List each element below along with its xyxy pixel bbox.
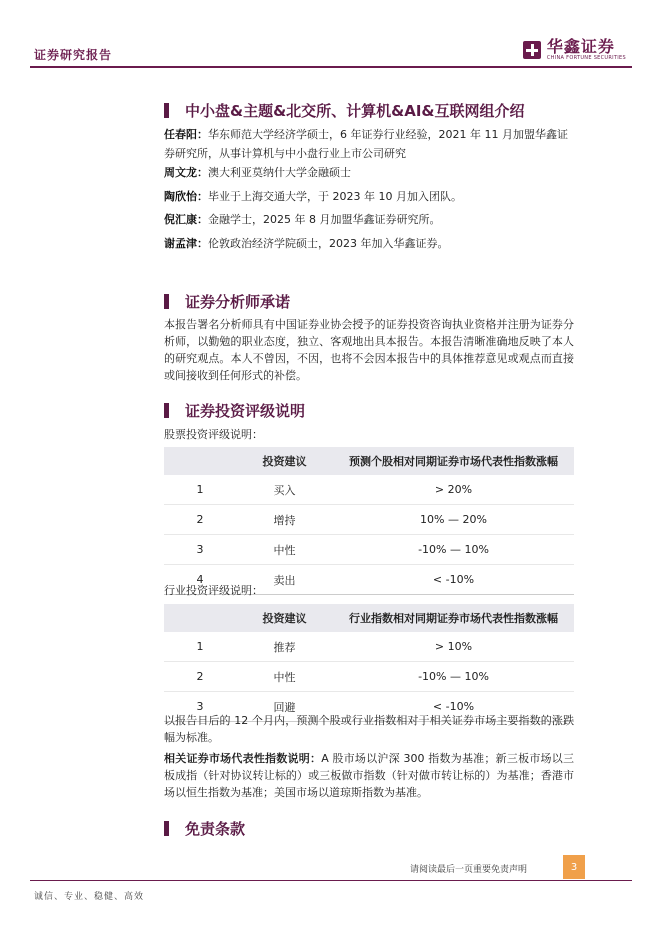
section-marker-icon — [164, 103, 169, 118]
member-name: 任春阳： — [164, 128, 208, 141]
table-cell: -10% — 10% — [333, 662, 574, 692]
footer-divider — [30, 880, 632, 881]
table-cell: 1 — [164, 475, 236, 505]
member-desc: 澳大利亚莫纳什大学金融硕士 — [208, 166, 351, 179]
commitment-section-title: 证券分析师承诺 — [164, 291, 290, 312]
table-cell: 10% — 20% — [333, 505, 574, 535]
index-label: 相关证券市场代表性指数说明： — [164, 752, 322, 765]
stock-rating-table — [164, 447, 574, 595]
member-bio — [164, 125, 574, 163]
stock-rating-label: 股票投资评级说明： — [164, 428, 263, 441]
member-bio — [164, 234, 574, 253]
member-desc: 伦敦政治经济学院硕士，2023 年加入华鑫证券。 — [208, 237, 449, 250]
table-cell: < -10% — [333, 565, 574, 595]
table-cell: -10% — 10% — [333, 535, 574, 565]
member-desc: 华东师范大学经济学硕士，6 年证券行业经验，2021 年 11 月加盟华鑫证券研究所，从事计算机与中小盘行业上市公司研究 — [164, 128, 568, 160]
footer-disclaimer-note: 请阅读最后一页重要免责声明 — [410, 865, 528, 875]
member-name: 倪汇康： — [164, 213, 208, 226]
table-cell: 卖出 — [236, 565, 333, 595]
table-cell: 中性 — [236, 662, 333, 692]
table-header-row — [164, 447, 574, 475]
table-row — [164, 535, 574, 565]
logo-name-cn: 华鑫证券 — [546, 37, 615, 56]
index-description — [164, 750, 574, 801]
member-name: 陶欣怡： — [164, 190, 208, 203]
rating-note: 以报告日后的 12 个月内，预测个股或行业指数相对于相关证券市场主要指数的涨跌幅为标准。 — [164, 714, 574, 744]
section-marker-icon — [164, 403, 169, 418]
table-cell: 中性 — [236, 535, 333, 565]
table-cell: 3 — [164, 535, 236, 565]
disclaimer-section-title: 免责条款 — [164, 818, 245, 839]
table-row — [164, 505, 574, 535]
team-section-title: 中小盘&主题&北交所、计算机&AI&互联网组介绍 — [164, 100, 525, 121]
table-header: 投资建议 — [236, 604, 333, 632]
member-name: 周文龙： — [164, 166, 208, 179]
report-type: 证券研究报告 — [34, 48, 113, 62]
table-header: 行业指数相对同期证券市场代表性指数涨幅 — [333, 604, 574, 632]
table-cell: 买入 — [236, 475, 333, 505]
table-cell: > 20% — [333, 475, 574, 505]
table-cell: 增持 — [236, 505, 333, 535]
company-logo — [523, 38, 626, 61]
index-text: A 股市场以沪深 300 指数为基准；新三板市场以三板成指（针对协议转让标的）或三板做市指数（针对做市转让标的）为基准；香港市场以恒生指数为基准；美国市场以道琼斯指数为基准。 — [164, 752, 575, 799]
page-number: 3 — [563, 855, 585, 879]
table-cell: 4 — [164, 565, 236, 595]
table-header — [164, 604, 236, 632]
table-cell: 1 — [164, 632, 236, 662]
table-cell: 2 — [164, 505, 236, 535]
member-desc: 金融学士，2025 年 8 月加盟华鑫证券研究所。 — [208, 213, 441, 226]
member-bio — [164, 187, 574, 206]
table-cell: 2 — [164, 662, 236, 692]
footer-motto: 诚信、专业、稳健、高效 — [34, 892, 145, 902]
table-cell: 回避 — [236, 692, 333, 722]
section-marker-icon — [164, 294, 169, 309]
table-cell: < -10% — [333, 692, 574, 722]
member-bio — [164, 163, 574, 182]
member-bio — [164, 210, 574, 229]
commitment-text: 本报告署名分析师具有中国证券业协会授予的证券投资咨询执业资格并注册为证券分析师，以勤勉的职业态度，独立、客观地出具本报告。本报告清晰准确地反映了本人的研究观点。本人不曾因，不因，也将不会因本报告中的具体推荐意见或观点而直接或间接收到任何形式的补偿。 — [164, 318, 574, 382]
table-header — [164, 447, 236, 475]
header-divider — [30, 66, 632, 68]
logo-name-en: CHINA FORTUNE SECURITIES — [546, 55, 626, 61]
table-row — [164, 475, 574, 505]
member-name: 谢孟津： — [164, 237, 208, 250]
industry-rating-table — [164, 604, 574, 722]
table-header: 预测个股相对同期证券市场代表性指数涨幅 — [333, 447, 574, 475]
table-header-row — [164, 604, 574, 632]
table-header: 投资建议 — [236, 447, 333, 475]
table-row — [164, 662, 574, 692]
table-cell: > 10% — [333, 632, 574, 662]
section-marker-icon — [164, 821, 169, 836]
member-desc: 毕业于上海交通大学，于 2023 年 10 月加入团队。 — [208, 190, 462, 203]
table-row — [164, 632, 574, 662]
logo-icon — [523, 41, 541, 59]
table-cell: 推荐 — [236, 632, 333, 662]
rating-section-title: 证券投资评级说明 — [164, 400, 305, 421]
table-cell: 3 — [164, 692, 236, 722]
industry-rating-label: 行业投资评级说明： — [164, 584, 263, 597]
